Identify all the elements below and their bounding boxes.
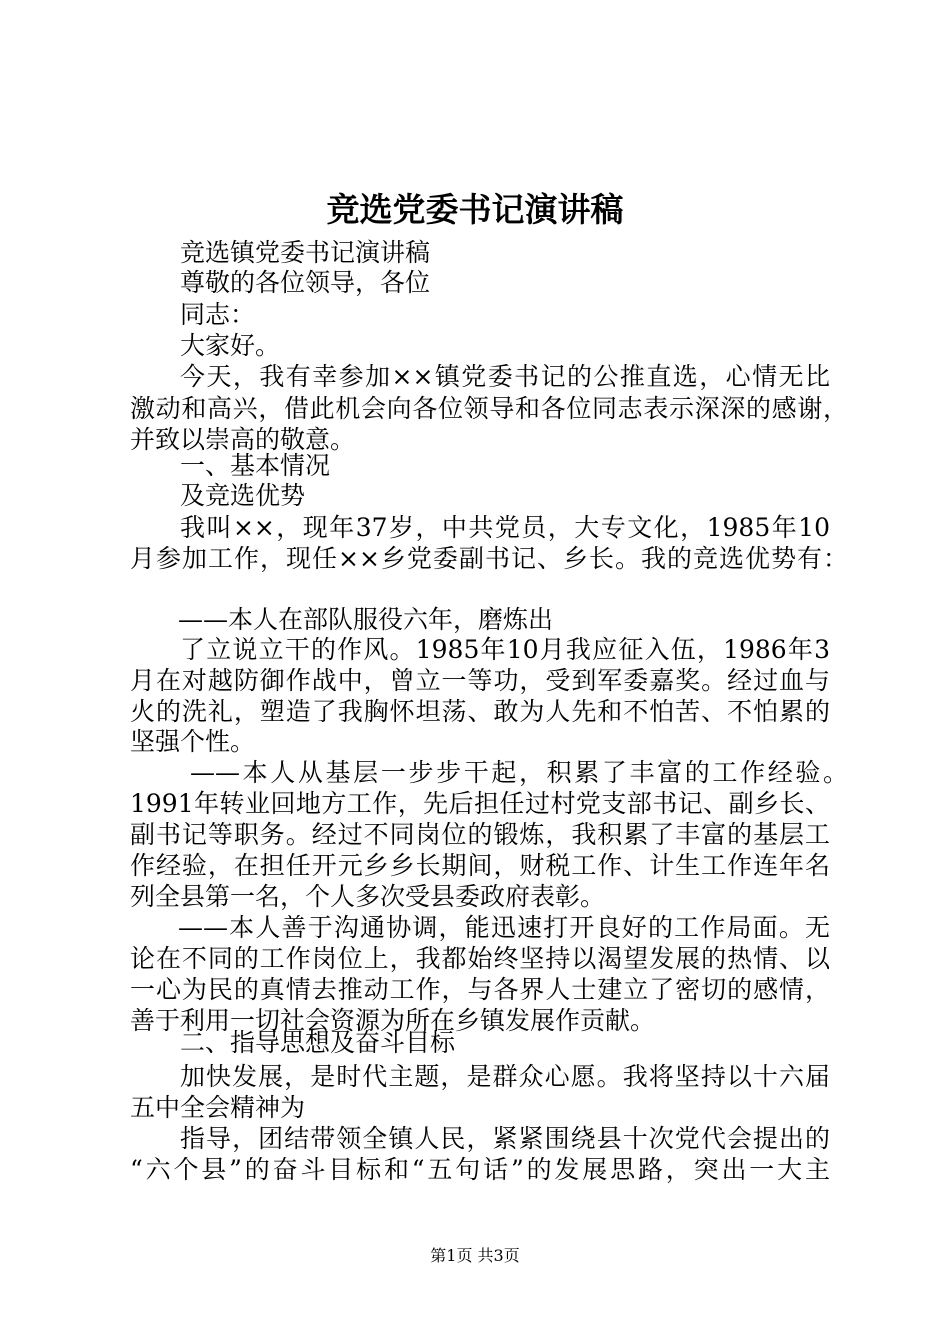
paragraph-line: 今天，我有幸参加××镇党委书记的公推直选，心情无比: [180, 362, 830, 391]
paragraph-line: “六个县”的奋斗目标和“五句话”的发展思路，突出一大主: [130, 1155, 830, 1184]
paragraph-line: ——本人善于沟通协调，能迅速打开良好的工作局面。无: [178, 913, 830, 942]
paragraph-line: 论在不同的工作岗位上，我都始终坚持以渴望发展的热情、以: [130, 944, 830, 973]
paragraph-line: 我叫××，现年37岁，中共党员，大专文化，1985年10: [180, 513, 830, 542]
section-heading: 及竞选优势: [180, 481, 306, 510]
paragraph-line: ——本人在部队服役六年，磨炼出: [178, 605, 554, 634]
paragraph-line: 善于利用一切社会资源为所在乡镇发展作贡献。: [130, 1006, 656, 1035]
paragraph-line: 月在对越防御作战中，曾立一等功，受到军委嘉奖。经过血与: [130, 666, 830, 695]
page-footer: 第1页 共3页: [430, 1246, 520, 1265]
paragraph-line: 尊敬的各位领导，各位: [180, 268, 431, 297]
paragraph-line: 月参加工作，现任××乡党委副书记、乡长。我的竞选优势有：: [130, 544, 848, 573]
paragraph-line: 五中全会精神为: [130, 1093, 306, 1122]
paragraph-line: 并致以崇高的敬意。: [130, 425, 356, 454]
paragraph-line: 激动和高兴，借此机会向各位领导和各位同志表示深深的感谢，: [130, 394, 848, 423]
paragraph-line: ——本人从基层一步步干起，积累了丰富的工作经验。: [190, 758, 848, 787]
document-title: 竞选党委书记演讲稿: [326, 190, 624, 229]
paragraph-line: 火的洗礼，塑造了我胸怀坦荡、敢为人先和不怕苦、不怕累的: [130, 697, 830, 726]
paragraph-line: 同志：: [180, 300, 256, 329]
paragraph-line: 1991年转业回地方工作，先后担任过村党支部书记、副乡长、: [130, 789, 830, 818]
section-heading: 一、基本情况: [180, 451, 331, 480]
paragraph-line: 加快发展，是时代主题，是群众心愿。我将坚持以十六届: [180, 1062, 830, 1091]
paragraph-line: 副书记等职务。经过不同岗位的锻炼，我积累了丰富的基层工: [130, 820, 830, 849]
paragraph-line: 竞选镇党委书记演讲稿: [180, 238, 431, 267]
paragraph-line: 列全县第一名，个人多次受县委政府表彰。: [130, 882, 606, 911]
paragraph-line: 指导，团结带领全镇人民，紧紧围绕县十次党代会提出的: [180, 1124, 830, 1153]
section-heading: 二、指导思想及奋斗目标: [180, 1028, 456, 1057]
paragraph-line: 一心为民的真情去推动工作，与各界人士建立了密切的感情，: [130, 975, 830, 1004]
paragraph-line: 了立说立干的作风。1985年10月我应征入伍，1986年3: [180, 635, 830, 664]
paragraph-line: 作经验，在担任开元乡乡长期间，财税工作、计生工作连年名: [130, 851, 830, 880]
paragraph-line: 坚强个性。: [130, 727, 256, 756]
paragraph-line: 大家好。: [180, 331, 281, 360]
